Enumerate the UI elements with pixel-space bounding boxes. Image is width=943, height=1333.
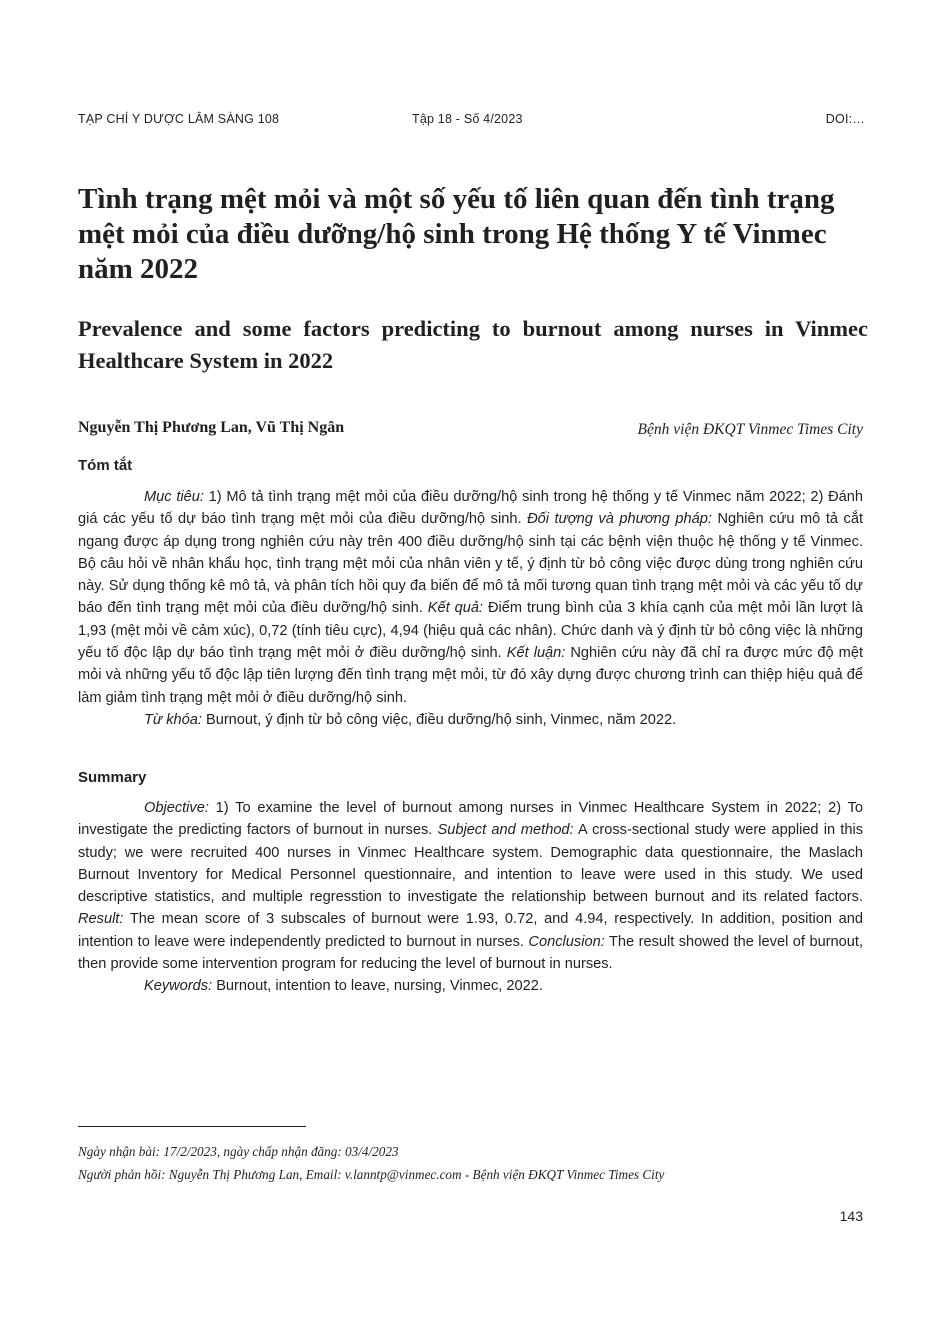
doi: DOI:…	[825, 112, 865, 126]
label-objective: Objective:	[144, 800, 209, 816]
text-conclusion: The result showed the level of burnout, then provide some intervention program for reducing the level of burnout in nurses.	[78, 933, 864, 973]
label-objective: Mục tiêu:	[144, 489, 204, 505]
label-conclusion: Conclusion:	[528, 933, 605, 950]
text-conclusion: Nghiên cứu này đã chỉ ra được mức độ mệt mỏi và những yếu tố độc lập tiên lượng đến tình trạng mệt mỏi, từ đó xây dựng được chương trình can thiệp hiệu quả để làm giảm tình trạng mệt mỏi ở điều dưỡng/hộ sinh.	[78, 645, 864, 706]
abstract-vi-heading: Tóm tắt	[78, 457, 133, 474]
label-conclusion: Kết luận:	[506, 645, 566, 662]
abstract-vi	[78, 486, 863, 731]
label-result: Result:	[78, 911, 124, 928]
text-objective: 1) Mô tả tình trạng mệt mỏi của điều dưỡng/hộ sinh trong hệ thống y tế Vinmec năm 2022; 2) Đánh giá các yếu tố dự báo tình trạng mệt mỏi của điều dưỡng/hộ sinh.	[78, 489, 863, 528]
abstract-en	[78, 797, 863, 998]
title-english: Prevalence and some factors predicting to burnout among nurses in Vinmec Healthcare System in 2022	[78, 316, 868, 373]
footnote-received: Ngày nhận bài: 17/2/2023, ngày chấp nhận đăng: 03/4/2023	[78, 1144, 399, 1159]
text-method: A cross-sectional study were applied in this study; we were recruited 400 nurses in Vinmec Healthcare system. Demographic data questionnaire, the Maslach Burnout Inventory for Medical Personnel questionnaire, and intention to leave were used in this study. We used descriptive statistics, and multiple regresstion to investigate the relationship between burnout and its related factors.	[78, 822, 863, 906]
keywords-text: Burnout, intention to leave, nursing, Vinmec, 2022.	[212, 978, 543, 995]
issue-info: Tập 18 - Số 4/2023	[412, 112, 523, 126]
label-result: Kết quả:	[427, 600, 483, 617]
authors: Nguyễn Thị Phương Lan, Vũ Thị Ngân	[78, 419, 345, 436]
page-number: 143	[839, 1208, 863, 1224]
text-result: The mean score of 3 subscales of burnout were 1.93, 0.72, and 4.94, respectively. In addition, position and intention to leave were independently predicted to burnout in nurses.	[78, 911, 863, 950]
keywords-text: Burnout, ý định từ bỏ công việc, điều dưỡng/hộ sinh, Vinmec, năm 2022.	[201, 711, 677, 728]
text-result: Điểm trung bình của 3 khía cạnh của mệt mỏi lần lượt là 1,93 (mệt mỏi về cảm xúc), 0,72 (tính tiêu cực), 4,94 (hiệu quả các nhân). Chức danh và ý định từ bỏ công việc là những yếu tố độc lập dự báo tình trạng mệt mỏi ở điều dưỡng/hộ sinh.	[78, 600, 863, 662]
text-method: Nghiên cứu mô tả cắt ngang được áp dụng trong nghiên cứu này trên 400 điều dưỡng/hộ sinh tại các bệnh viện thuộc hệ thống y tế Vinmec. Bộ câu hỏi về nhân khẩu học, tình trạng mệt mỏi của nhân viên y tế, ý định từ bỏ công việc được dùng trong nghiên cứu này. Sử dụng thống kê mô tả, và phân tích hồi quy đa biến để mô tả mối tương quan tình trạng mệt mỏi và các yếu tố dự báo đến tình trạng mệt mỏi của điều dưỡng/hộ sinh.	[78, 511, 863, 617]
label-method: Subject and method:	[437, 822, 574, 839]
journal-name: TẠP CHÍ Y DƯỢC LÂM SÀNG 108	[78, 112, 280, 126]
footnote-divider	[78, 1126, 306, 1127]
title-vietnamese: Tình trạng mệt mỏi và một số yếu tố liên quan đến tình trạng mệt mỏi của điều dưỡng/hộ sinh trong Hệ thống Y tế Vinmec năm 2022	[78, 183, 835, 285]
abstract-en-heading: Summary	[78, 769, 147, 786]
footnote-correspondence: Người phản hồi: Nguyễn Thị Phương Lan, Email: v.lanntp@vinmec.com - Bệnh viện ĐKQT Vinmec Times City	[78, 1167, 665, 1182]
affiliation: Bệnh viện ĐKQT Vinmec Times City	[637, 421, 863, 438]
text-objective: 1) To examine the level of burnout among nurses in Vinmec Healthcare System in 2022; 2) To investigate the predicting factors of burnout in nurses.	[78, 800, 863, 839]
keywords-label: Keywords:	[144, 978, 213, 995]
keywords-en	[78, 975, 863, 997]
abstract-en-body	[78, 797, 863, 975]
label-method: Đối tượng và phương pháp:	[527, 511, 712, 528]
keywords-vi	[78, 709, 863, 731]
abstract-vi-body	[78, 486, 863, 709]
keywords-label: Từ khóa:	[144, 711, 202, 728]
